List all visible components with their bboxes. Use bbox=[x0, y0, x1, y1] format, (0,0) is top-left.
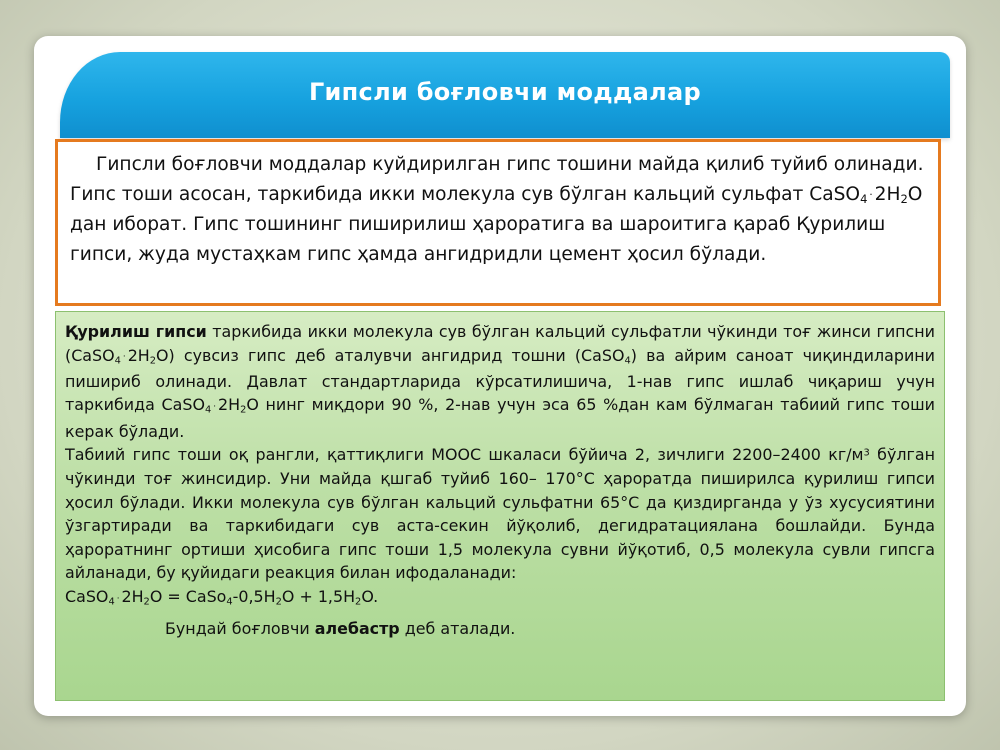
details-text-box bbox=[55, 311, 945, 701]
details-paragraph-3: Бундай боғловчи алебастр деб аталади. bbox=[165, 619, 516, 639]
intro-paragraph: Гипсли боғловчи моддалар куйдирилган гипс тошини майда қилиб туйиб олинади. Гипс тоши асосан, таркибида икки молекула сув бўлган кальций сульфат CaSO$_4$ · $2H_2O$ дан иборат. Гипс тошининг пиширилиш ҳароратига ва шароитига қараб Қурилиш гипси, жуда мустаҳкам гипс ҳамда ангидридли цемент ҳосил бўлади. bbox=[70, 154, 924, 265]
reaction-equation: CaSO$_4$ · $2H_2O$ = $CaSo_4-0,5H_2O + 1,5H_2O$. bbox=[65, 586, 379, 608]
term-alabaster: алебастр bbox=[314, 619, 400, 639]
slide-title: Гипсли боғловчи моддалар bbox=[308, 78, 702, 106]
details-paragraph-1: Қурилиш гипси таркибида икки молекула сув бўлган кальций сульфатли чўкинди тоғ жинси гипсни (CaSO$_4$ · $2H_2O$) сувсиз гипс деб аталувчи ангидрид тошни (CaSO$_4$) ва айрим саноат чиқиндиларини пишириб олинади. Давлат стандартларида кўрсатилишича, 1-нав гипс ишлаб чиқариш учун таркибида CaSO$_4$ · $2H_2O$ нинг миқдори 90 %, 2-нав учун эса 65 %дан кам бўлмаган табиий гипс тоши керак бўлади. bbox=[65, 322, 935, 441]
term-building-gypsum: Қурилиш гипси bbox=[65, 322, 207, 341]
details-paragraph-2: Табиий гипс тоши оқ рангли, қаттиқлиги МООС шкаласи бўйича 2, зичлиги 2200–2400 $кг/м^3$ бўлган чўкинди тоғ жинсидир. Уни майда қшгаб туйиб 160– 170°С ҳароратда пиширилса қурилиш гипси ҳосил бўлади. Икки молекула сув бўлган кальций сульфатни 65°С да қиздирганда у ўз хусусиятини ўзгартиради ва таркибидаги сув аста-секин йўқолиб, дегидратациялана бошлайди. Бунда ҳароратнинг ортиши ҳисобига гипс тоши 1,5 молекула сувни йўқотиб, 0,5 молекула сувли гипсга айланади, бу қуйидаги реакция билан ифодаланади: bbox=[65, 445, 935, 583]
intro-text-box bbox=[55, 139, 941, 306]
